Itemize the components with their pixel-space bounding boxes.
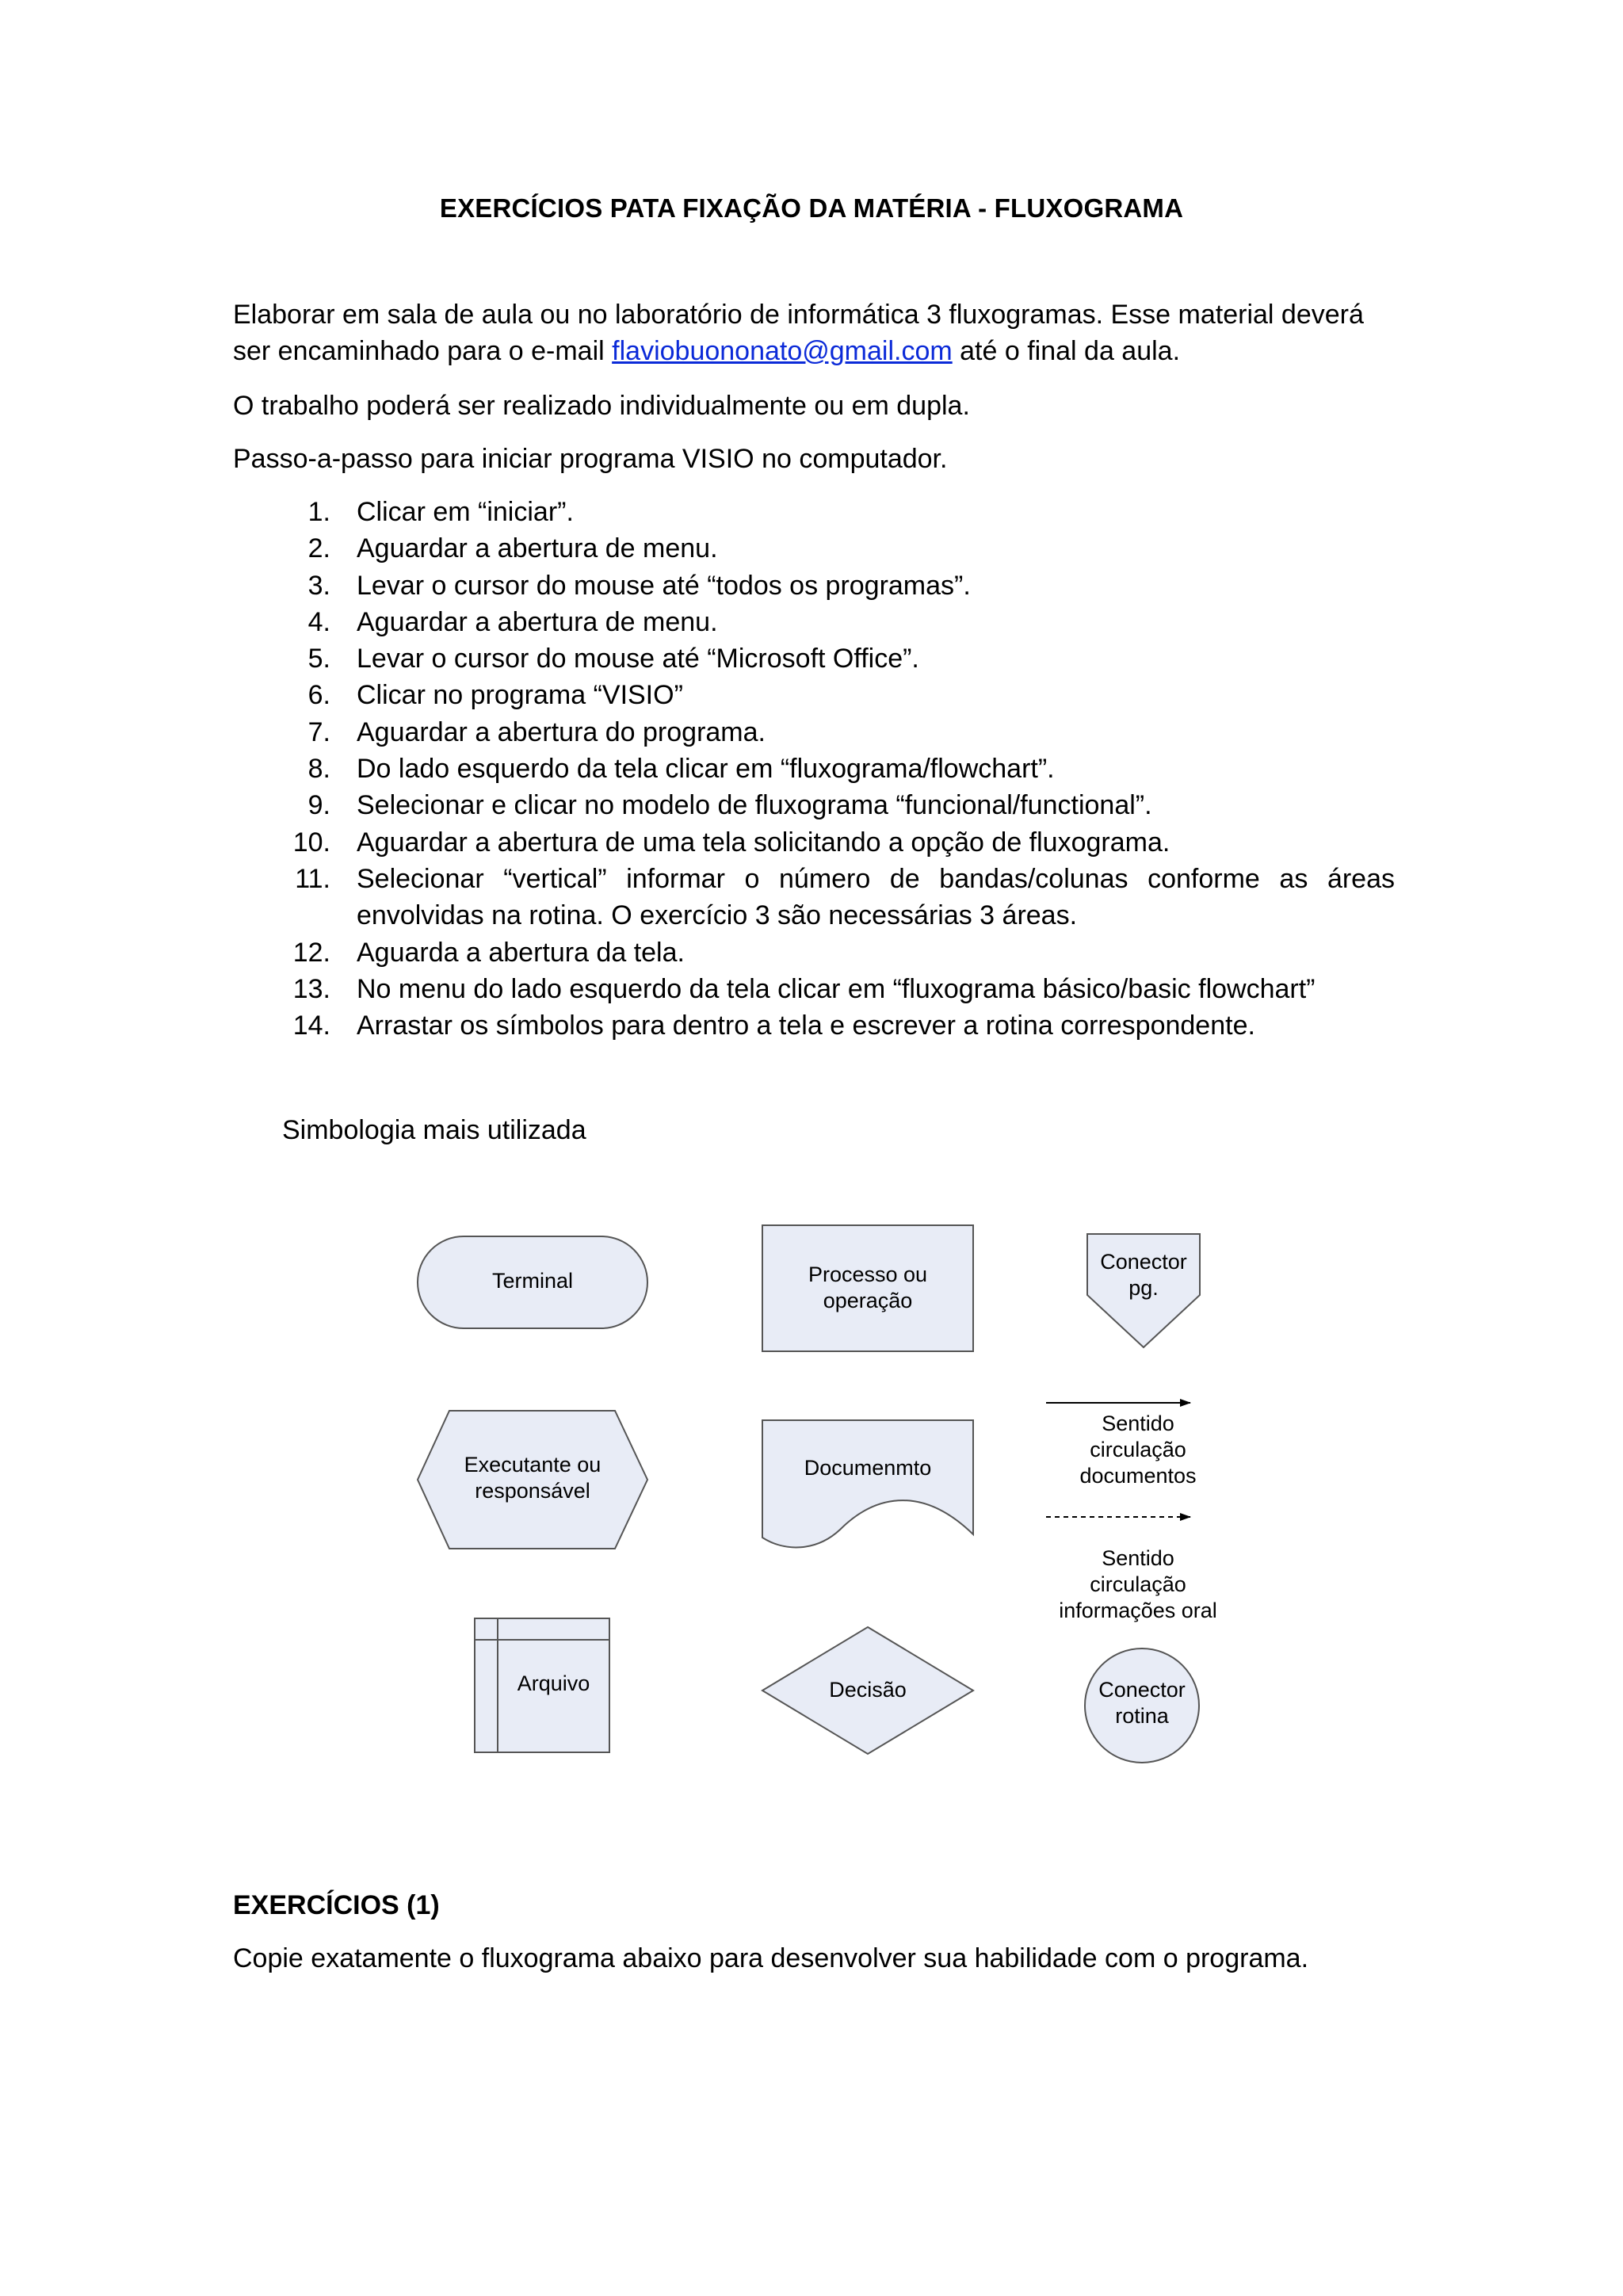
document-flow-label-line1: Sentido: [1102, 1412, 1174, 1435]
step-number: 14.: [292, 1010, 330, 1041]
oral-flow-label-line1: Sentido: [1102, 1546, 1174, 1570]
step-number: 12.: [292, 937, 330, 968]
oral-flow-label-line3: informações oral: [1059, 1599, 1217, 1622]
executor-label-line2: responsável: [475, 1479, 590, 1503]
step-text: Selecionar e clicar no modelo de fluxograma “funcional/functional”.: [357, 790, 1152, 821]
step-text: Selecionar “vertical” informar o número de bandas/colunas conforme as áreas envolvidas na rotina. O exercício 3 são necessárias 3 áreas.: [357, 863, 1395, 931]
step-text: Aguardar a abertura do programa.: [357, 716, 766, 747]
step-number: 3.: [307, 570, 330, 601]
step-text: Aguarda a abertura da tela.: [357, 937, 685, 968]
page-connector-label-line1: Conector: [1100, 1250, 1187, 1274]
page-connector-label: [1064, 1249, 1224, 1301]
paragraph-dupla: O trabalho poderá ser realizado individualmente ou em dupla.: [233, 391, 970, 421]
step-text: Aguardar a abertura de menu.: [357, 606, 718, 637]
document-title: EXERCÍCIOS PATA FIXAÇÃO DA MATÉRIA - FLUXOGRAMA: [439, 193, 1184, 223]
terminal-label: Terminal: [491, 1269, 574, 1293]
document-flow-label: [1027, 1411, 1249, 1489]
step-number: 1.: [307, 497, 330, 527]
step-text: Arrastar os símbolos para dentro a tela e escrever a rotina correspondente.: [357, 1010, 1255, 1041]
step-text: Levar o cursor do mouse até “Microsoft Office”.: [357, 644, 919, 674]
step-number: 10.: [292, 827, 330, 858]
email-link[interactable]: flaviobuononato@gmail.com: [612, 336, 953, 366]
process-label: [762, 1262, 973, 1314]
document-flow-label-line2: circulação: [1090, 1438, 1186, 1461]
decision-label: Decisão: [829, 1678, 907, 1702]
file-label: Arquivo: [517, 1671, 590, 1695]
page-connector-label-line2: pg.: [1128, 1276, 1159, 1300]
symbology-heading: Simbologia mais utilizada: [282, 1115, 586, 1145]
oral-flow-label: [1011, 1545, 1265, 1624]
step-number: 5.: [307, 644, 330, 674]
step-number: 6.: [307, 680, 330, 711]
process-label-line1: Processo ou: [808, 1263, 928, 1286]
step-number: 11.: [295, 863, 330, 894]
step-text: Do lado esquerdo da tela clicar em “fluxograma/flowchart”.: [357, 754, 1055, 785]
intro-text-start: Elaborar em sala de aula ou no laboratório de informática 3 fluxogramas. Esse material deverá ser encaminhado para o e-mail: [233, 300, 1364, 366]
step-text: No menu do lado esquerdo da tela clicar em “fluxograma básico/basic flowchart”: [357, 973, 1316, 1004]
step-text: Clicar em “iniciar”.: [357, 497, 574, 527]
intro-text-end: até o final da aula.: [952, 336, 1181, 366]
routine-connector-label: [1085, 1677, 1199, 1729]
step-number: 2.: [307, 533, 330, 564]
executor-label-line1: Executante ou: [464, 1453, 601, 1477]
executor-label: [418, 1452, 647, 1504]
process-label-line2: operação: [823, 1289, 913, 1312]
exercise-heading: EXERCÍCIOS (1): [233, 1890, 440, 1920]
oral-flow-label-line2: circulação: [1090, 1572, 1186, 1596]
document-flow-label-line3: documentos: [1079, 1464, 1197, 1488]
step-number: 8.: [307, 754, 330, 785]
paragraph-passo-a-passo: Passo-a-passo para iniciar programa VISIO no computador.: [233, 444, 948, 474]
step-number: 9.: [307, 790, 330, 821]
routine-connector-label-line1: Conector: [1098, 1678, 1186, 1702]
step-text: Clicar no programa “VISIO”: [357, 680, 683, 711]
document-shape: [762, 1420, 973, 1547]
step-number: 4.: [307, 606, 330, 637]
step-text: Aguardar a abertura de uma tela solicitando a opção de fluxograma.: [357, 827, 1170, 858]
document-label: Documenmto: [804, 1456, 932, 1480]
routine-connector-label-line2: rotina: [1115, 1704, 1169, 1728]
step-text: Levar o cursor do mouse até “todos os programas”.: [357, 570, 971, 601]
step-text: Aguardar a abertura de menu.: [357, 533, 718, 564]
step-number: 13.: [292, 973, 330, 1004]
exercise-text: Copie exatamente o fluxograma abaixo para desenvolver sua habilidade com o programa.: [233, 1943, 1309, 1973]
step-number: 7.: [307, 716, 330, 747]
